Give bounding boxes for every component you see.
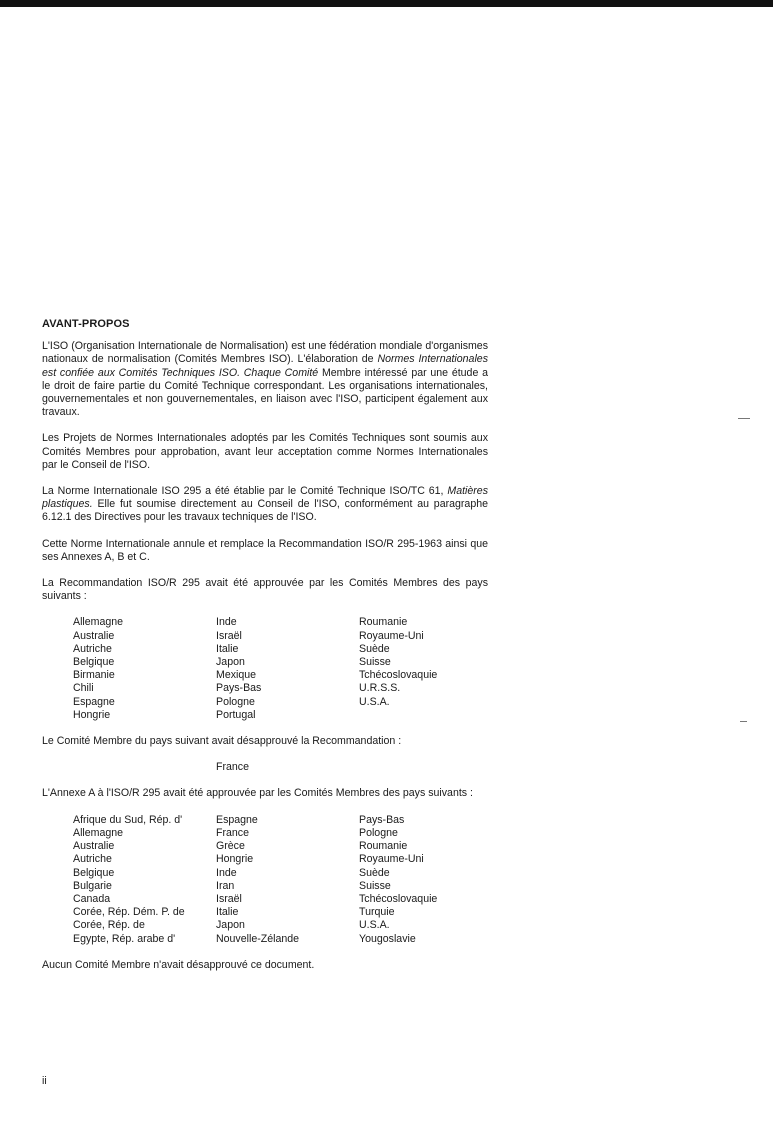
country-item: Pays-Bas [359, 813, 405, 826]
country-column [359, 616, 509, 722]
country-item: Allemagne [73, 616, 124, 629]
country-item: Hongrie [216, 853, 254, 866]
country-item: Belgique [73, 656, 115, 669]
top-border-rule [0, 0, 773, 7]
paragraph-annex-a-approval: L'Annexe A à l'ISO/R 295 avait été approuvée par les Comités Membres des pays suivants : [42, 787, 473, 800]
country-item: Autriche [73, 853, 112, 866]
country-column [216, 814, 359, 946]
paragraph-iso-295 [42, 485, 488, 525]
country-item: U.S.A. [359, 695, 390, 708]
country-item: Israël [216, 892, 242, 905]
country-column [73, 814, 216, 946]
paragraph-drafts: Les Projets de Normes Internationales adoptés par les Comités Techniques sont soumis aux Comités Membres pour approbation, avant leur acceptation comme Normes Internationales par le Conseil de l'ISO. [42, 432, 488, 471]
country-item: Allemagne [73, 826, 124, 839]
country-item: Corée, Rép. Dém. P. de [73, 906, 185, 919]
country-item: Pologne [359, 826, 398, 839]
country-item: Canada [73, 892, 111, 905]
annex-approving-countries-list [73, 814, 488, 946]
country-item: Italie [216, 906, 239, 919]
paragraph-approval-intro: La Recommandation ISO/R 295 avait été approuvée par les Comités Membres des pays suivants : [42, 577, 488, 603]
page-number: ii [42, 1075, 47, 1087]
country-item: Bulgarie [73, 879, 112, 892]
country-item: U.R.S.S. [359, 682, 401, 695]
paragraph-cancels: Cette Norme Internationale annule et remplace la Recommandation ISO/R 295-1963 ainsi que ses Annexes A, B et C. [42, 537, 488, 563]
country-item: Japon [216, 656, 245, 669]
country-item: Inde [216, 866, 237, 879]
text-run: La Norme Internationale ISO 295 a été établie par le Comité Technique ISO/TC 61, [42, 485, 448, 498]
foreword-section [42, 318, 488, 972]
country-column [359, 814, 509, 946]
country-item: Grèce [216, 840, 245, 853]
country-item: Hongrie [73, 708, 111, 721]
section-heading: AVANT-PROPOS [42, 318, 130, 330]
country-column [216, 616, 359, 722]
paragraph-disapproval: Le Comité Membre du pays suivant avait désapprouvé la Recommandation : [42, 735, 402, 748]
country-item: Suisse [359, 656, 391, 669]
country-item: Belgique [73, 866, 115, 879]
country-item: Roumanie [359, 840, 408, 853]
country-item: Royaume-Uni [359, 853, 424, 866]
country-item: Suisse [359, 879, 391, 892]
margin-mark [738, 418, 750, 419]
italic-text-run: Normes Internationales est confiée aux Comités Techniques ISO. Chaque Comité [42, 353, 488, 379]
country-item: Australie [73, 840, 115, 853]
country-item: Pays-Bas [216, 682, 262, 695]
country-column [73, 616, 216, 722]
margin-mark [740, 721, 747, 722]
country-item: Chili [73, 682, 94, 695]
text-run: Elle fut soumise directement au Conseil de l'ISO, conformément au paragraphe 6.12.1 des Directives pour les travaux techniques de l'ISO. [42, 498, 488, 524]
country-item: Yougoslavie [359, 932, 416, 945]
text-run: L'ISO (Organisation Internationale de Normalisation) est une fédération mondiale d'organismes nationaux de normalisation (Comités Membres ISO). L'élaboration de [42, 340, 488, 366]
country-item: Espagne [73, 695, 115, 708]
text-run: Membre intéressé par une étude a le droit de faire partie du Comité Technique correspondant. Les organisations internationales, gouvernementales et non gouvernementales, en liaison avec l'ISO, participent également aux travaux. [42, 366, 488, 419]
country-item: Iran [216, 879, 235, 892]
country-item: Suède [359, 866, 390, 879]
country-item: France [216, 826, 249, 839]
country-item: Italie [216, 642, 239, 655]
country-item: Turquie [359, 906, 395, 919]
italic-text-run: Matières plastiques. [42, 485, 488, 511]
country-item: Royaume-Uni [359, 629, 424, 642]
country-item: Tchécoslovaquie [359, 892, 438, 905]
country-item: Suède [359, 642, 390, 655]
country-item: U.S.A. [359, 919, 390, 932]
country-item: Afrique du Sud, Rép. d' [73, 813, 183, 826]
country-item: Egypte, Rép. arabe d' [73, 932, 176, 945]
disapproving-country: France [216, 761, 249, 774]
country-item: Tchécoslovaquie [359, 669, 438, 682]
country-item: Autriche [73, 642, 112, 655]
country-item: Espagne [216, 813, 258, 826]
country-item: Nouvelle-Zélande [216, 932, 300, 945]
country-item: Portugal [216, 708, 256, 721]
country-item: Pologne [216, 695, 255, 708]
country-item: Israël [216, 629, 242, 642]
country-item: Australie [73, 629, 115, 642]
country-item: Mexique [216, 669, 257, 682]
paragraph-no-disapproval: Aucun Comité Membre n'avait désapprouvé ce document. [42, 958, 315, 971]
country-item: Roumanie [359, 616, 408, 629]
paragraph-iso-intro [42, 340, 488, 419]
country-item: Japon [216, 919, 245, 932]
country-item: Birmanie [73, 669, 115, 682]
country-item: Inde [216, 616, 237, 629]
approving-countries-list [73, 616, 488, 722]
country-item: Corée, Rép. de [73, 919, 145, 932]
